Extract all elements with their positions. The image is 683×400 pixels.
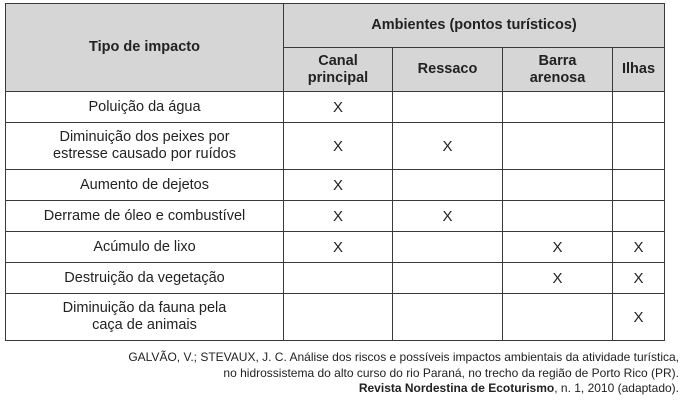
impact-cell: Destruição da vegetação [6,263,284,294]
table-row [6,263,665,294]
mark-cell [393,263,503,294]
col-header-ilhas: Ilhas [613,48,665,92]
table-row [6,232,665,263]
table-row [6,170,665,201]
table-row [6,294,665,341]
citation [128,350,679,397]
citation-line-2: no hidrossistema do alto curso do rio Paraná, no trecho da região de Porto Rico (PR). [223,365,679,380]
impact-table [5,3,665,341]
col-header-ressaco: Ressaco [393,48,503,92]
mark-cell: X [503,232,613,263]
mark-cell: X [284,170,393,201]
mark-cell [503,201,613,232]
citation-line-3 [128,381,679,397]
mark-cell: X [284,92,393,123]
mark-cell [613,123,665,170]
mark-cell: X [613,263,665,294]
mark-cell [613,201,665,232]
impact-cell: Poluição da água [6,92,284,123]
mark-cell: X [284,201,393,232]
impact-cell: Aumento de dejetos [6,170,284,201]
mark-cell [503,170,613,201]
mark-cell [284,263,393,294]
mark-cell [613,170,665,201]
mark-cell: X [613,294,665,341]
mark-cell [393,294,503,341]
mark-cell [393,92,503,123]
mark-cell [613,92,665,123]
impact-cell: Diminuição da fauna pela caça de animais [6,294,284,341]
col-header-canal-principal: Canal principal [284,48,393,92]
journal-name: Revista Nordestina de Ecoturismo [358,381,555,395]
environments-header: Ambientes (pontos turísticos) [284,4,665,48]
mark-cell [503,123,613,170]
mark-cell: X [613,232,665,263]
impact-type-header: Tipo de impacto [6,4,284,92]
mark-cell: X [393,123,503,170]
mark-cell [503,92,613,123]
table-row [6,201,665,232]
mark-cell [284,294,393,341]
mark-cell: X [503,263,613,294]
mark-cell [393,232,503,263]
impact-cell: Derrame de óleo e combustível [6,201,284,232]
table-row [6,123,665,170]
mark-cell: X [284,232,393,263]
impact-cell: Diminuição dos peixes por estresse causado por ruídos [6,123,284,170]
mark-cell [503,294,613,341]
mark-cell [393,170,503,201]
mark-cell: X [284,123,393,170]
col-header-barra-arenosa: Barra arenosa [503,48,613,92]
mark-cell: X [393,201,503,232]
impact-cell: Acúmulo de lixo [6,232,284,263]
citation-line-1: GALVÃO, V.; STEVAUX, J. C. Análise dos riscos e possíveis impactos ambientais da atividade turística, [128,350,679,364]
journal-details: , n. 1, 2010 (adaptado). [554,381,679,395]
table-row [6,92,665,123]
